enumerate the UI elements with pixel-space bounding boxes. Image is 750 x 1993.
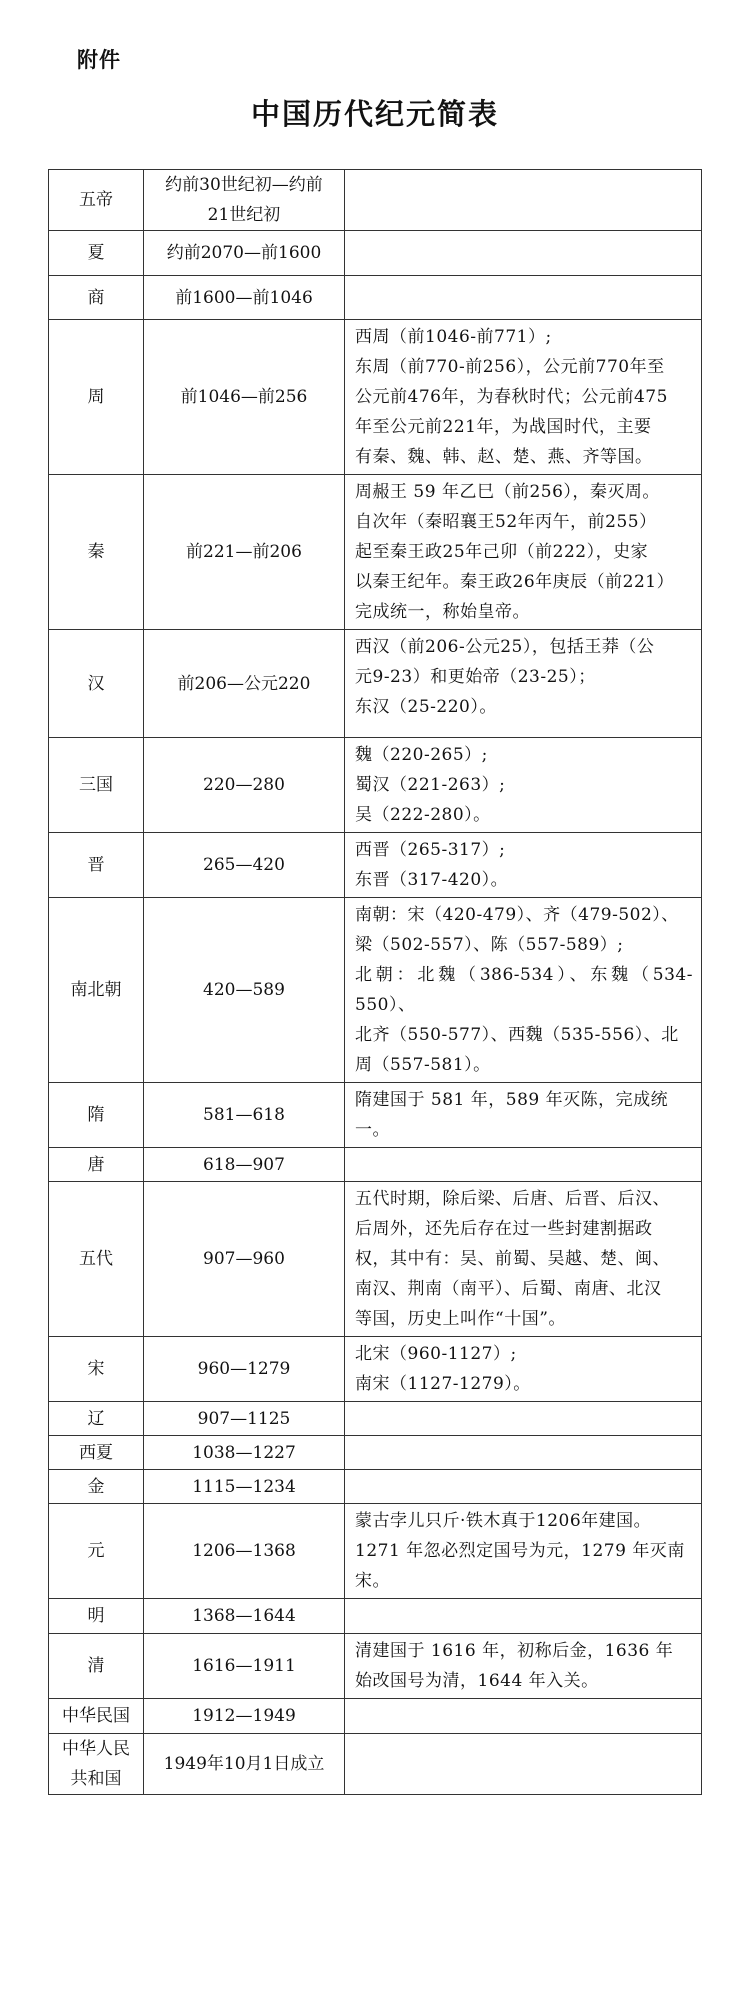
period-cell-line: 1206—1368 bbox=[192, 1541, 296, 1561]
dynasty-cell bbox=[49, 1337, 144, 1402]
notes-cell bbox=[345, 1470, 702, 1504]
notes-cell bbox=[345, 1699, 702, 1734]
notes-cell-line: 起至秦王政25年己卯（前222），史家 bbox=[355, 542, 649, 562]
dynasty-cell bbox=[49, 898, 144, 1083]
notes-cell-line: 完成统一，称始皇帝。 bbox=[355, 602, 530, 622]
dynasty-cell bbox=[49, 1699, 144, 1734]
notes-cell-line: 隋建国于 581 年，589 年灭陈，完成统 bbox=[355, 1090, 669, 1110]
notes-cell-line: 南朝：宋（420-479）、齐（479-502）、 bbox=[355, 905, 679, 925]
table-row bbox=[49, 1148, 702, 1182]
notes-cell-line: 东周（前770-前256），公元前770年至 bbox=[355, 357, 665, 377]
period-cell-line: 前1046—前256 bbox=[180, 387, 308, 407]
dynasty-cell-line: 晋 bbox=[87, 855, 105, 875]
notes-cell-line: 西周（前1046-前771）; bbox=[355, 327, 552, 347]
dynasty-cell-line: 秦 bbox=[87, 542, 105, 562]
period-cell-line: 420—589 bbox=[203, 980, 285, 1000]
period-cell bbox=[144, 1148, 345, 1182]
dynasty-cell bbox=[49, 231, 144, 276]
table-row bbox=[49, 1504, 702, 1599]
dynasty-cell bbox=[49, 1634, 144, 1699]
period-cell-line: 581—618 bbox=[203, 1105, 285, 1125]
dynasty-cell-line: 唐 bbox=[87, 1154, 105, 1175]
dynasty-cell-line: 元 bbox=[87, 1541, 105, 1561]
dynasty-cell-line: 辽 bbox=[87, 1408, 105, 1429]
dynasty-cell bbox=[49, 1504, 144, 1599]
period-cell-line: 1616—1911 bbox=[192, 1656, 296, 1676]
period-cell bbox=[144, 1734, 345, 1795]
table-row bbox=[49, 1734, 702, 1795]
dynasty-cell bbox=[49, 630, 144, 738]
notes-cell-line: 魏（220-265）; bbox=[355, 745, 488, 765]
notes-cell bbox=[345, 170, 702, 231]
notes-cell-line: 五代时期，除后梁、后唐、后晋、后汉、 bbox=[355, 1189, 670, 1209]
period-cell bbox=[144, 320, 345, 475]
dynasty-cell-line: 南北朝 bbox=[70, 980, 122, 1000]
notes-cell bbox=[345, 833, 702, 898]
notes-cell-line: 吴（222-280）。 bbox=[355, 805, 491, 825]
notes-cell-line: 东晋（317-420）。 bbox=[355, 870, 509, 890]
period-cell bbox=[144, 1699, 345, 1734]
period-cell bbox=[144, 898, 345, 1083]
dynasty-cell bbox=[49, 1148, 144, 1182]
notes-cell bbox=[345, 276, 702, 320]
dynasty-cell bbox=[49, 1599, 144, 1634]
table-row bbox=[49, 833, 702, 898]
period-cell-line: 1115—1234 bbox=[192, 1476, 296, 1497]
table-row bbox=[49, 475, 702, 630]
notes-cell bbox=[345, 1599, 702, 1634]
notes-cell-line: 1271 年忽必烈定国号为元，1279 年灭南 bbox=[355, 1541, 685, 1561]
chronology-table bbox=[48, 169, 702, 1795]
dynasty-cell bbox=[49, 170, 144, 231]
table-row bbox=[49, 1634, 702, 1699]
notes-cell bbox=[345, 898, 702, 1083]
notes-cell-line: 南汉、荆南（南平）、后蜀、南唐、北汉 bbox=[355, 1279, 662, 1299]
dynasty-cell-line: 周 bbox=[87, 387, 105, 407]
table-row bbox=[49, 1599, 702, 1634]
period-cell bbox=[144, 630, 345, 738]
period-cell bbox=[144, 833, 345, 898]
dynasty-cell-line: 汉 bbox=[87, 673, 105, 694]
dynasty-cell bbox=[49, 1402, 144, 1436]
notes-cell-line: 等国，历史上叫作“十国”。 bbox=[355, 1309, 566, 1329]
notes-cell bbox=[345, 630, 702, 738]
period-cell-line: 1949年10月1日成立 bbox=[163, 1754, 325, 1774]
period-cell-line: 约前30世纪初—约前 bbox=[165, 175, 323, 195]
dynasty-cell-line: 五代 bbox=[79, 1249, 113, 1269]
period-cell bbox=[144, 1504, 345, 1599]
dynasty-cell-line: 清 bbox=[87, 1656, 105, 1676]
table-row bbox=[49, 1436, 702, 1470]
table-row bbox=[49, 630, 702, 738]
period-cell bbox=[144, 1337, 345, 1402]
period-cell bbox=[144, 1599, 345, 1634]
notes-cell-line: 始改国号为清，1644 年入关。 bbox=[355, 1671, 599, 1691]
notes-cell-line: 元9-23）和更始帝（23-25）； bbox=[355, 667, 596, 687]
period-cell bbox=[144, 1402, 345, 1436]
dynasty-cell-line: 五帝 bbox=[79, 190, 113, 210]
dynasty-cell bbox=[49, 833, 144, 898]
notes-cell-line: 东汉（25-220）。 bbox=[355, 697, 497, 717]
period-cell bbox=[144, 276, 345, 320]
table-row bbox=[49, 1699, 702, 1734]
notes-cell-line: 梁（502-557）、陈（557-589）; bbox=[355, 935, 624, 955]
notes-cell bbox=[345, 1182, 702, 1337]
period-cell bbox=[144, 738, 345, 833]
notes-cell-line: 北齐（550-577）、西魏（535-556）、北 bbox=[355, 1025, 679, 1045]
notes-cell-line: 清建国于 1616 年，初称后金，1636 年 bbox=[355, 1641, 674, 1661]
notes-cell bbox=[345, 1634, 702, 1699]
period-cell bbox=[144, 1634, 345, 1699]
dynasty-cell-line: 中华民国 bbox=[62, 1706, 130, 1726]
dynasty-cell-line: 三国 bbox=[79, 775, 113, 795]
table-row bbox=[49, 1402, 702, 1436]
notes-cell bbox=[345, 231, 702, 276]
period-cell-line: 618—907 bbox=[203, 1154, 285, 1175]
dynasty-cell bbox=[49, 1470, 144, 1504]
notes-cell-line: 西晋（265-317）; bbox=[355, 840, 506, 860]
chronology-table-body bbox=[49, 170, 702, 1795]
table-row bbox=[49, 320, 702, 475]
period-cell-line: 约前2070—前1600 bbox=[166, 243, 322, 263]
period-cell bbox=[144, 1182, 345, 1337]
notes-cell-line: 周（557-581）。 bbox=[355, 1055, 491, 1075]
notes-cell-line: 北朝：北魏（386-534）、东魏（534-550）、 bbox=[355, 965, 693, 1015]
dynasty-cell bbox=[49, 1734, 144, 1795]
dynasty-cell-line: 共和国 bbox=[70, 1769, 122, 1789]
dynasty-cell bbox=[49, 1436, 144, 1470]
period-cell bbox=[144, 170, 345, 231]
notes-cell-line: 以秦王纪年。秦王政26年庚辰（前221） bbox=[355, 572, 675, 592]
dynasty-cell-line: 隋 bbox=[87, 1105, 105, 1125]
notes-cell-line: 蒙古孛儿只斤·铁木真于1206年建国。 bbox=[355, 1511, 652, 1531]
table-row bbox=[49, 738, 702, 833]
period-cell bbox=[144, 1083, 345, 1148]
notes-cell-line: 权，其中有：吴、前蜀、吴越、楚、闽、 bbox=[355, 1249, 670, 1269]
dynasty-cell-line: 夏 bbox=[87, 243, 105, 263]
notes-cell-line: 自次年（秦昭襄王52年丙午，前255） bbox=[355, 512, 657, 532]
period-cell-line: 265—420 bbox=[203, 855, 285, 875]
period-cell bbox=[144, 1470, 345, 1504]
period-cell-line: 前221—前206 bbox=[186, 542, 302, 562]
notes-cell-line: 南宋（1127-1279）。 bbox=[355, 1374, 531, 1394]
notes-cell bbox=[345, 1402, 702, 1436]
period-cell-line: 前1600—前1046 bbox=[175, 287, 313, 308]
notes-cell-line: 一。 bbox=[355, 1120, 390, 1140]
dynasty-cell bbox=[49, 320, 144, 475]
dynasty-cell bbox=[49, 276, 144, 320]
notes-cell-line: 北宋（960-1127）; bbox=[355, 1344, 517, 1364]
notes-cell-line: 周赧王 59 年乙巳（前256），秦灭周。 bbox=[355, 482, 660, 502]
dynasty-cell-line: 明 bbox=[87, 1606, 105, 1626]
period-cell bbox=[144, 1436, 345, 1470]
period-cell bbox=[144, 475, 345, 630]
notes-cell-line: 后周外，还先后存在过一些封建割据政 bbox=[355, 1219, 653, 1239]
notes-cell bbox=[345, 1504, 702, 1599]
table-row bbox=[49, 1182, 702, 1337]
notes-cell-line: 西汉（前206-公元25），包括王莽（公 bbox=[355, 637, 655, 657]
notes-cell bbox=[345, 1337, 702, 1402]
dynasty-cell-line: 商 bbox=[87, 287, 105, 308]
notes-cell bbox=[345, 1083, 702, 1148]
dynasty-cell bbox=[49, 738, 144, 833]
notes-cell bbox=[345, 1734, 702, 1795]
notes-cell bbox=[345, 738, 702, 833]
period-cell-line: 1038—1227 bbox=[192, 1442, 296, 1463]
attachment-label: 附件 bbox=[77, 48, 121, 72]
notes-cell-line: 宋。 bbox=[355, 1571, 390, 1591]
dynasty-cell bbox=[49, 1083, 144, 1148]
notes-cell-line: 年至公元前221年，为战国时代，主要 bbox=[355, 417, 652, 437]
period-cell-line: 907—960 bbox=[203, 1249, 285, 1269]
table-row bbox=[49, 1470, 702, 1504]
dynasty-cell-line: 宋 bbox=[87, 1359, 105, 1379]
period-cell-line: 220—280 bbox=[203, 775, 285, 795]
notes-cell bbox=[345, 1436, 702, 1470]
notes-cell bbox=[345, 320, 702, 475]
notes-cell bbox=[345, 475, 702, 630]
dynasty-cell-line: 金 bbox=[87, 1476, 105, 1497]
period-cell-line: 1912—1949 bbox=[192, 1706, 296, 1726]
period-cell-line: 907—1125 bbox=[197, 1408, 291, 1429]
table-row bbox=[49, 1337, 702, 1402]
notes-cell bbox=[345, 1148, 702, 1182]
dynasty-cell bbox=[49, 475, 144, 630]
period-cell-line: 960—1279 bbox=[197, 1359, 291, 1379]
table-row bbox=[49, 231, 702, 276]
dynasty-cell bbox=[49, 1182, 144, 1337]
period-cell-line: 1368—1644 bbox=[192, 1606, 296, 1626]
table-row bbox=[49, 170, 702, 231]
page-title: 中国历代纪元简表 bbox=[250, 97, 499, 131]
table-row bbox=[49, 276, 702, 320]
table-row bbox=[49, 898, 702, 1083]
period-cell bbox=[144, 231, 345, 276]
period-cell-line: 21世纪初 bbox=[207, 205, 281, 225]
notes-cell-line: 有秦、魏、韩、赵、楚、燕、齐等国。 bbox=[355, 447, 653, 467]
table-row bbox=[49, 1083, 702, 1148]
dynasty-cell-line: 中华人民 bbox=[62, 1739, 130, 1759]
notes-cell-line: 蜀汉（221-263）; bbox=[355, 775, 506, 795]
dynasty-cell-line: 西夏 bbox=[79, 1442, 113, 1463]
notes-cell-line: 公元前476年，为春秋时代；公元前475 bbox=[355, 387, 668, 407]
period-cell-line: 前206—公元220 bbox=[177, 673, 311, 694]
